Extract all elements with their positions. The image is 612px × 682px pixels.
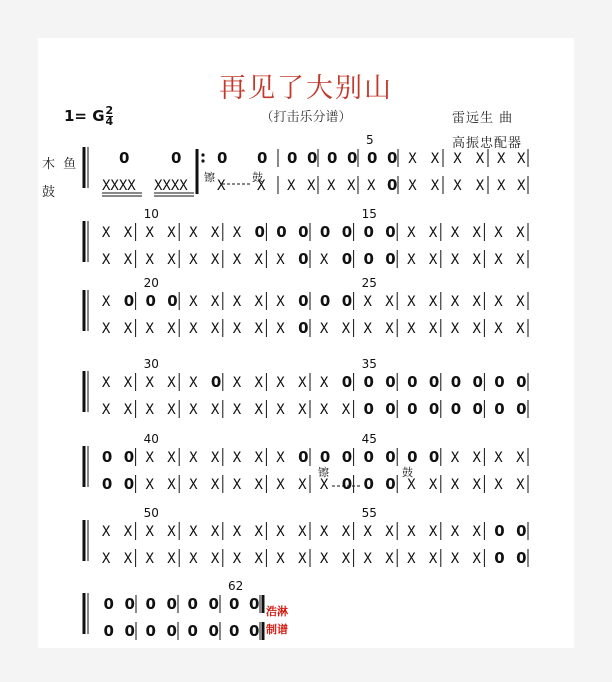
bottom-note: X xyxy=(516,321,525,337)
top-note: X xyxy=(428,294,438,310)
top-note: 0 xyxy=(287,149,298,167)
top-note: X xyxy=(450,225,460,241)
bottom-note: X xyxy=(254,321,263,337)
top-note: X xyxy=(167,375,176,391)
top-note: X xyxy=(408,151,417,167)
key-label: 1= G xyxy=(64,107,105,125)
top-note: 0 xyxy=(341,292,353,310)
bottom-note: X xyxy=(101,402,111,418)
top-note: X xyxy=(298,375,307,391)
top-note: X xyxy=(497,151,506,167)
top-note: X xyxy=(145,524,154,540)
bottom-note: 0 xyxy=(145,622,156,640)
bottom-note: 0 xyxy=(387,176,398,194)
top-note: X xyxy=(232,225,242,241)
top-note: X xyxy=(232,294,242,310)
top-note: X xyxy=(516,450,525,466)
repeat-dot xyxy=(201,159,204,162)
measure-number: 62 xyxy=(228,579,244,593)
top-note: X xyxy=(276,450,285,466)
top-note: 0 xyxy=(307,149,318,167)
bottom-note: X xyxy=(428,321,438,337)
measure-number: 25 xyxy=(361,276,377,290)
top-note: 0 xyxy=(103,595,114,613)
bottom-note: X xyxy=(517,178,526,194)
bottom-note: X xyxy=(123,402,133,418)
measure-number: 55 xyxy=(361,506,377,520)
top-note: X xyxy=(494,294,503,310)
bottom-note: 0 xyxy=(341,475,353,493)
bottom-note: 0 xyxy=(229,622,240,640)
bottom-note: X xyxy=(254,477,263,493)
bottom-note: X xyxy=(363,321,372,337)
bottom-note: X xyxy=(472,252,481,268)
top-note: 0 xyxy=(319,448,331,466)
bottom-note: X xyxy=(210,252,220,268)
top-note: X xyxy=(450,294,460,310)
bottom-note: X xyxy=(428,551,438,567)
bottom-note: X xyxy=(428,252,438,268)
bottom-note: X xyxy=(232,402,242,418)
top-note: X xyxy=(475,151,485,167)
top-note: X xyxy=(254,375,263,391)
bottom-note: X xyxy=(167,477,176,493)
bottom-note: X xyxy=(407,477,416,493)
bottom-note: X xyxy=(254,551,263,567)
bottom-note: 0 xyxy=(208,622,219,640)
top-note: 0 xyxy=(516,373,527,391)
top-note: 0 xyxy=(171,149,182,167)
top-note: X xyxy=(363,294,372,310)
bottom-note: X xyxy=(189,402,198,418)
top-note: 0 xyxy=(341,373,353,391)
top-note: X xyxy=(167,450,176,466)
bottom-note: 0 xyxy=(472,400,483,418)
bottom-note: X xyxy=(167,402,176,418)
bottom-note: 0 xyxy=(249,622,260,640)
bottom-note: X xyxy=(341,551,351,567)
top-note: X xyxy=(472,225,481,241)
top-note: 0 xyxy=(347,149,358,167)
bottom-note: 0 xyxy=(166,622,177,640)
bottom-note: 0 xyxy=(516,549,527,567)
bottom-note: X xyxy=(210,402,220,418)
top-note: 0 xyxy=(428,373,440,391)
bottom-note: X xyxy=(363,551,372,567)
bottom-note: X xyxy=(276,477,285,493)
top-note: 0 xyxy=(210,373,222,391)
top-note: X xyxy=(101,375,111,391)
top-note: X xyxy=(210,450,220,466)
top-note: X xyxy=(210,524,220,540)
bottom-note: 0 xyxy=(450,400,462,418)
bottom-note: X xyxy=(307,178,316,194)
top-note: 0 xyxy=(276,223,287,241)
bottom-note: X xyxy=(167,252,176,268)
top-note: X xyxy=(450,524,460,540)
cue-drum-label: 鼓 xyxy=(402,466,413,479)
bottom-note: 0 xyxy=(385,400,396,418)
top-note: X xyxy=(123,375,133,391)
top-note: X xyxy=(123,225,133,241)
bottom-note: X xyxy=(319,551,329,567)
bottom-note: X xyxy=(210,477,220,493)
top-note: X xyxy=(407,524,416,540)
top-note: X xyxy=(430,151,440,167)
bottom-note: X xyxy=(145,252,154,268)
top-note: 0 xyxy=(341,223,353,241)
bottom-note: X xyxy=(101,252,111,268)
bottom-note: 0 xyxy=(341,250,353,268)
bottom-note: X xyxy=(232,477,242,493)
top-note: 0 xyxy=(385,373,396,391)
bottom-note: X xyxy=(276,402,285,418)
top-note: 0 xyxy=(387,149,398,167)
bottom-note: X xyxy=(407,252,416,268)
bottom-note: X xyxy=(516,477,525,493)
measure-number: 40 xyxy=(143,432,159,446)
bottom-note: X xyxy=(472,551,481,567)
top-note: X xyxy=(254,450,263,466)
watermark-stamp xyxy=(266,603,288,639)
top-note: 0 xyxy=(428,448,440,466)
bottom-note: X xyxy=(516,252,525,268)
top-note: X xyxy=(145,225,154,241)
bottom-note: X xyxy=(210,551,220,567)
top-note: X xyxy=(276,375,285,391)
bottom-note: XXXX xyxy=(102,178,136,194)
bottom-note: X xyxy=(123,551,133,567)
top-note: X xyxy=(407,225,416,241)
bottom-note: X xyxy=(232,321,242,337)
piece-title: 再见了大别山 xyxy=(219,73,393,104)
top-note: 0 xyxy=(257,149,268,167)
top-note: X xyxy=(210,294,220,310)
bottom-note: X xyxy=(319,252,329,268)
watermark-line-1: 浩淋 xyxy=(266,605,288,618)
cue-cymbal-label: 镲 xyxy=(318,466,329,479)
measure-number: 30 xyxy=(143,357,159,371)
top-note: X xyxy=(385,524,394,540)
bottom-note: X xyxy=(472,321,481,337)
top-note: 0 xyxy=(367,149,378,167)
bottom-note: X xyxy=(475,178,485,194)
bottom-note: X xyxy=(347,178,356,194)
bottom-note: X xyxy=(232,252,242,268)
top-note: X xyxy=(298,524,307,540)
measure-number: 15 xyxy=(361,207,377,221)
composer-credit: 雷远生 曲 xyxy=(452,111,514,126)
bottom-note: X xyxy=(189,252,198,268)
top-note: X xyxy=(189,294,198,310)
bottom-note: X xyxy=(123,252,133,268)
bottom-note: X xyxy=(497,178,506,194)
bottom-note: X xyxy=(472,477,481,493)
top-note: 0 xyxy=(145,595,156,613)
top-note: 0 xyxy=(407,373,418,391)
top-note: X xyxy=(145,375,154,391)
bottom-note: X xyxy=(298,551,307,567)
bottom-note: X xyxy=(450,252,460,268)
top-note: X xyxy=(123,524,133,540)
time-signature-bottom: 4 xyxy=(105,115,114,128)
bottom-note: 0 xyxy=(363,250,374,268)
top-note: X xyxy=(254,524,263,540)
bottom-note: 0 xyxy=(363,400,374,418)
top-note: 0 xyxy=(187,595,198,613)
bottom-note: 0 xyxy=(407,400,418,418)
bottom-note: X xyxy=(298,402,307,418)
top-note: X xyxy=(101,294,111,310)
top-note: X xyxy=(189,450,198,466)
top-note: 0 xyxy=(167,292,178,310)
bottom-note: X xyxy=(145,321,154,337)
bottom-note: X xyxy=(494,477,503,493)
bottom-note: X xyxy=(450,551,460,567)
top-note: X xyxy=(516,225,525,241)
bottom-note: X xyxy=(189,321,198,337)
bottom-note: X xyxy=(341,321,351,337)
top-note: 0 xyxy=(229,595,240,613)
bottom-note: X xyxy=(319,402,329,418)
top-note: X xyxy=(407,294,416,310)
top-note: X xyxy=(189,225,198,241)
bottom-note: X xyxy=(319,477,329,493)
bottom-note: X xyxy=(453,178,462,194)
top-note: X xyxy=(101,225,111,241)
top-note: X xyxy=(517,151,526,167)
top-note: X xyxy=(232,375,242,391)
bottom-note: 0 xyxy=(103,622,114,640)
top-note: X xyxy=(145,450,154,466)
piece-subtitle: （打击乐分谱） xyxy=(260,110,352,125)
bottom-note: 0 xyxy=(385,250,396,268)
bottom-note: X xyxy=(408,178,417,194)
top-note: X xyxy=(428,225,438,241)
bottom-note: 0 xyxy=(516,400,527,418)
top-note: 0 xyxy=(494,522,505,540)
bottom-note: 0 xyxy=(385,475,396,493)
top-note: 0 xyxy=(472,373,483,391)
bottom-note: 0 xyxy=(123,475,135,493)
bottom-note: X xyxy=(145,477,154,493)
top-note: 0 xyxy=(298,223,309,241)
top-note: X xyxy=(319,375,329,391)
repeat-dot xyxy=(201,153,204,156)
top-note: X xyxy=(101,524,111,540)
top-note: 0 xyxy=(341,448,353,466)
bottom-note: X xyxy=(217,178,226,194)
top-note: X xyxy=(472,294,481,310)
top-note: X xyxy=(341,524,351,540)
top-note: X xyxy=(494,225,503,241)
top-note: 0 xyxy=(208,595,219,613)
top-note: X xyxy=(276,294,285,310)
measure-number: 45 xyxy=(361,432,377,446)
top-note: 0 xyxy=(363,448,374,466)
measure-number: 35 xyxy=(361,357,377,371)
top-note: 0 xyxy=(101,448,113,466)
bottom-note: X xyxy=(407,321,416,337)
top-note: 0 xyxy=(217,149,228,167)
top-note: 0 xyxy=(124,595,135,613)
top-note: X xyxy=(167,524,176,540)
top-note: 0 xyxy=(166,595,177,613)
bottom-note: X xyxy=(254,252,263,268)
bottom-note: 0 xyxy=(124,622,135,640)
bottom-note: X xyxy=(254,402,263,418)
top-note: X xyxy=(428,524,438,540)
bottom-note: X xyxy=(430,178,440,194)
top-note: X xyxy=(450,450,460,466)
bottom-note: X xyxy=(101,321,111,337)
top-note: X xyxy=(319,524,329,540)
cue-drum-label: 鼓 xyxy=(252,171,263,184)
time-signature-top: 2 xyxy=(105,104,114,117)
bottom-note: 0 xyxy=(494,400,505,418)
bottom-note: 0 xyxy=(298,319,309,337)
top-note: 0 xyxy=(254,223,265,241)
top-note: 0 xyxy=(249,595,260,613)
top-note: 0 xyxy=(385,223,396,241)
bottom-note: X xyxy=(145,551,154,567)
arranger-credit: 高振忠配器 xyxy=(452,136,523,151)
top-note: X xyxy=(276,524,285,540)
bottom-note: 0 xyxy=(494,549,505,567)
watermark-line-2: 制谱 xyxy=(266,623,288,636)
bottom-note: X xyxy=(189,477,198,493)
top-note: X xyxy=(232,450,242,466)
bottom-note: X xyxy=(232,551,242,567)
top-note: X xyxy=(254,294,263,310)
bottom-note: X xyxy=(494,252,503,268)
top-note: 0 xyxy=(516,522,527,540)
measure-number: 5 xyxy=(366,133,374,147)
top-note: X xyxy=(472,524,481,540)
bottom-note: X xyxy=(407,551,416,567)
bottom-note: X xyxy=(341,402,351,418)
top-note: X xyxy=(189,524,198,540)
bottom-note: X xyxy=(276,551,285,567)
bottom-note: X xyxy=(189,551,198,567)
top-note: X xyxy=(472,450,481,466)
bottom-note: X xyxy=(101,551,111,567)
top-note: X xyxy=(167,225,176,241)
top-note: X xyxy=(453,151,462,167)
bottom-note: X xyxy=(385,321,394,337)
bottom-note: X xyxy=(319,321,329,337)
top-note: 0 xyxy=(385,448,396,466)
top-note: 0 xyxy=(123,448,135,466)
top-note: 0 xyxy=(363,223,374,241)
bottom-note: X xyxy=(276,321,285,337)
top-note: 0 xyxy=(298,448,309,466)
bottom-note: X xyxy=(428,477,438,493)
bottom-note: 0 xyxy=(428,400,440,418)
top-note: 0 xyxy=(363,373,374,391)
top-note: 0 xyxy=(319,223,331,241)
top-note: 0 xyxy=(450,373,462,391)
cue-cymbal-label: 镲 xyxy=(204,171,215,184)
bottom-note: X xyxy=(276,252,285,268)
top-note: X xyxy=(232,524,242,540)
instrument-label-gu: 鼓 xyxy=(42,185,58,200)
bottom-note: X xyxy=(167,551,176,567)
instrument-label-muyu: 木 鱼 xyxy=(42,157,79,172)
bottom-note: X xyxy=(298,477,307,493)
bottom-note: XXXX xyxy=(154,178,188,194)
top-note: 0 xyxy=(327,149,338,167)
bottom-note: 0 xyxy=(363,475,374,493)
bottom-note: 0 xyxy=(298,250,309,268)
bottom-note: 0 xyxy=(187,622,198,640)
bottom-note: X xyxy=(327,178,336,194)
bottom-note: X xyxy=(450,477,460,493)
bottom-note: X xyxy=(145,402,154,418)
bottom-note: X xyxy=(494,321,503,337)
top-note: X xyxy=(385,294,394,310)
bottom-note: X xyxy=(385,551,394,567)
top-note: 0 xyxy=(119,149,130,167)
bottom-note: X xyxy=(450,321,460,337)
top-note: X xyxy=(363,524,372,540)
bottom-note: X xyxy=(167,321,176,337)
top-note: 0 xyxy=(145,292,156,310)
bottom-note: X xyxy=(287,178,296,194)
top-note: X xyxy=(516,294,525,310)
bottom-note: 0 xyxy=(101,475,113,493)
measure-number: 20 xyxy=(143,276,159,290)
measure-number: 50 xyxy=(143,506,159,520)
measure-number: 10 xyxy=(143,207,159,221)
top-note: 0 xyxy=(123,292,135,310)
top-note: 0 xyxy=(494,373,505,391)
bottom-note: X xyxy=(367,178,376,194)
bottom-note: X xyxy=(210,321,220,337)
top-note: 0 xyxy=(407,448,418,466)
top-note: 0 xyxy=(319,292,331,310)
top-note: X xyxy=(189,375,198,391)
bottom-note: X xyxy=(257,178,266,194)
top-note: X xyxy=(494,450,503,466)
top-note: X xyxy=(210,225,220,241)
top-note: 0 xyxy=(298,292,309,310)
bottom-note: X xyxy=(123,321,133,337)
